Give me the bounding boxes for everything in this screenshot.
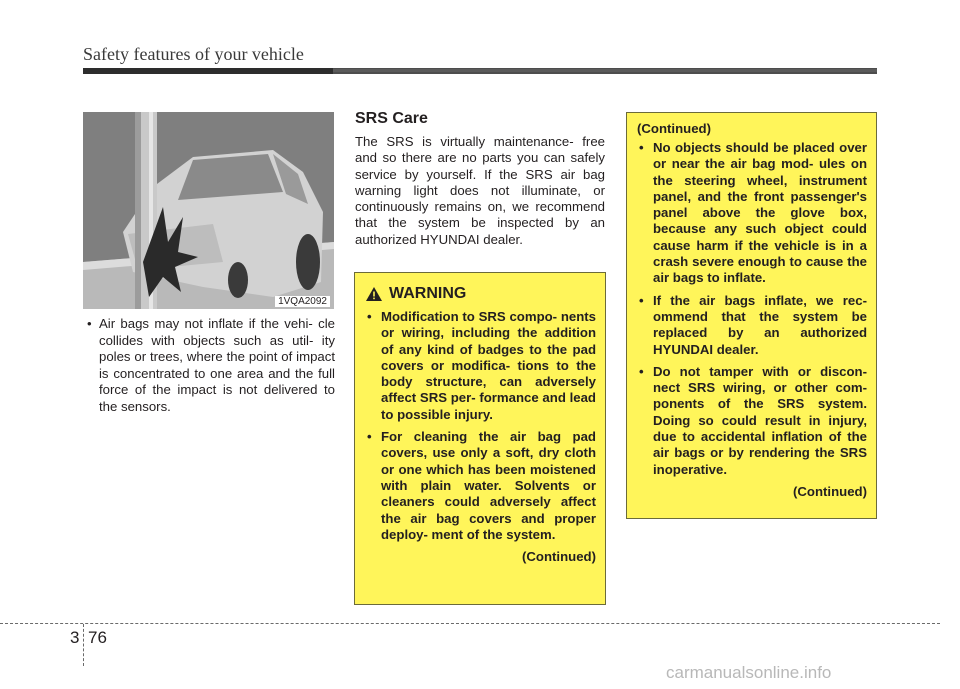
footer-divider bbox=[83, 624, 84, 666]
page-number: 76 bbox=[88, 628, 107, 647]
warning-triangle-icon bbox=[365, 286, 383, 302]
continued-warning-box bbox=[626, 112, 877, 519]
watermark-link[interactable]: carmanualsonline.info bbox=[666, 663, 832, 682]
continued-top-label: (Continued) bbox=[637, 121, 711, 136]
car-pole-crash-image bbox=[83, 112, 334, 309]
srs-care-section bbox=[355, 110, 605, 248]
warning-item: • If the air bags inflate, we rec- ommend that the system be replaced by an authorized HYUNDAI dealer. bbox=[637, 293, 867, 358]
srs-care-body: The SRS is virtually maintenance- free and so there are no parts you can safely service by yourself. If the SRS air bag warning light does not illuminate, or continuously remains on, we recommend that the system be inspected by an authorized HYUNDAI dealer. bbox=[355, 134, 605, 247]
warning-title: WARNING bbox=[389, 285, 467, 302]
figure-code: 1VQA2092 bbox=[275, 296, 330, 307]
header-title: Safety features of your vehicle bbox=[83, 44, 304, 64]
continued-warning-list bbox=[637, 140, 867, 478]
header-rule-thin bbox=[333, 69, 877, 72]
left-bullet-item: • Air bags may not inflate if the vehi- cle collides with objects such as util- ity poles or trees, where the point of impact is concentrated to one area and the full force of the impact is not delivered to the sensors. bbox=[83, 316, 335, 415]
warning-item: • Do not tamper with or discon- nect SRS wiring, or other com- ponents of the SRS system. Doing so could result in injury, due to accidental inflation of the air bags or by rendering the SRS inoperative. bbox=[637, 364, 867, 478]
chapter-number: 3 bbox=[70, 628, 80, 647]
warning-item: • No objects should be placed over or near the air bag mod- ules on the steering wheel, instrument panel, and the front passenger's panel above the glove box, because any such object could cause harm if the vehicle is in a crash severe enough to cause the air bags to inflate. bbox=[637, 140, 867, 287]
header-rule bbox=[83, 68, 877, 74]
crash-illustration bbox=[83, 112, 334, 309]
footer-rule bbox=[0, 623, 940, 624]
srs-care-title: SRS Care bbox=[355, 110, 428, 127]
warning-header bbox=[365, 285, 596, 303]
left-bullet-list bbox=[83, 316, 335, 423]
warning-box bbox=[354, 272, 606, 605]
warning-list bbox=[365, 309, 596, 543]
warning-continued-label: (Continued) bbox=[522, 549, 596, 565]
warning-item: • Modification to SRS compo- nents or wiring, including the addition of any kind of badges to the pad covers or modifica- tions to the body structure, can adversely affect SRS per- formance and lead to possible injury. bbox=[365, 309, 596, 423]
warning-item: • For cleaning the air bag pad covers, use only a soft, dry cloth or one which has been moistened with plain water. Solvents or cleaners could adversely affect the air bag covers and proper deploy- ment of the system. bbox=[365, 429, 596, 543]
continued-bottom-label: (Continued) bbox=[793, 483, 867, 499]
header-rule-thick bbox=[83, 68, 333, 74]
